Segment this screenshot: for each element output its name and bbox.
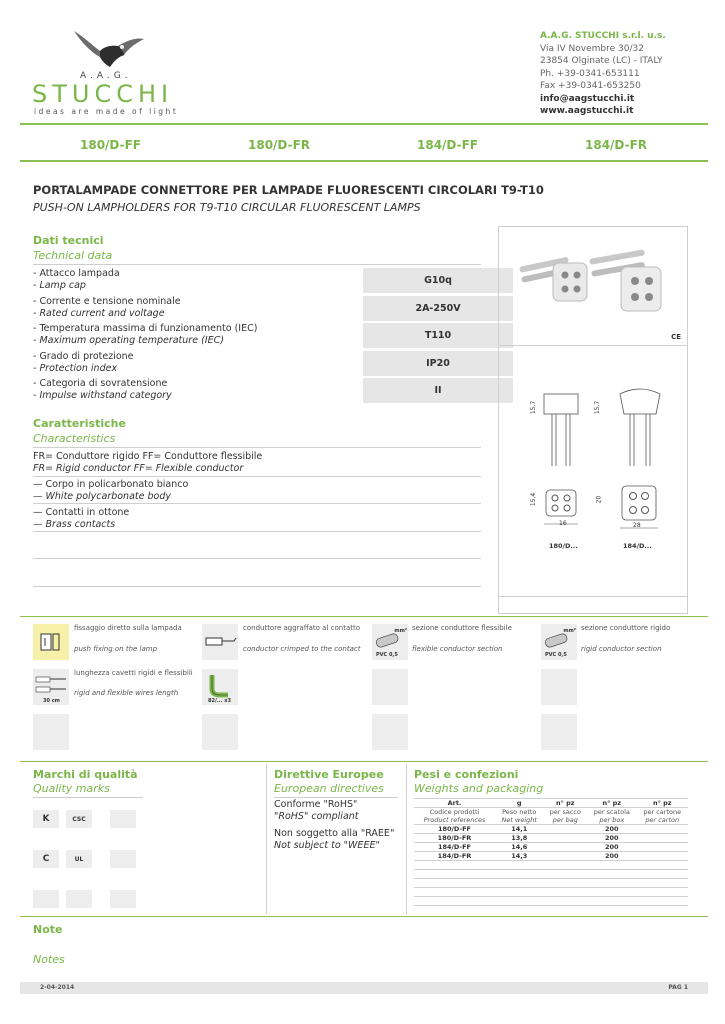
spec-row — [33, 268, 481, 296]
table-cell — [637, 825, 688, 834]
technical-title: Dati tecnici — [33, 234, 104, 247]
table-cell: 180/D-FR — [414, 834, 495, 843]
header-it: Codice prodotti — [429, 808, 480, 816]
wire-length-icon — [33, 669, 69, 705]
table-row — [414, 825, 688, 834]
push-fixing-icon — [33, 624, 69, 660]
table-cell — [637, 834, 688, 843]
characteristic-item — [33, 451, 481, 475]
technical-line — [33, 264, 481, 265]
panel-line — [499, 596, 688, 597]
header-en: per box — [599, 816, 625, 824]
table-cell: 14,6 — [495, 843, 544, 852]
brand-name: STUCCHI — [32, 80, 174, 108]
empty-mark — [110, 850, 136, 868]
quality-line — [33, 797, 143, 798]
footer-bar — [20, 982, 708, 994]
unit-label: mm² — [563, 628, 576, 634]
crimp-icon — [202, 624, 238, 660]
raee-en: Not subject to "WEEE" — [274, 840, 380, 851]
table-cell: 200 — [587, 852, 636, 861]
characteristic-it: FR= Conduttore rigido FF= Conduttore flessibile — [33, 451, 263, 462]
divider-bottom — [20, 761, 708, 762]
header-it: per scatola — [593, 808, 630, 816]
icon-label-it: sezione conduttore rigido — [581, 624, 671, 632]
company-fax: Fax +39-0341-653250 — [540, 81, 641, 91]
mark-label: K — [42, 814, 50, 824]
dim-label: 20 — [595, 495, 603, 504]
icon-label-it: lunghezza cavetti rigidi e flessibili — [74, 669, 193, 677]
empty-icon-slot — [202, 714, 238, 750]
row-line — [33, 531, 481, 532]
packaging-table — [414, 798, 688, 906]
brand-tagline: ideas are made of light — [34, 107, 179, 116]
table-cell — [637, 843, 688, 852]
drawing-label-184: 184/D... — [623, 542, 652, 550]
characteristic-it: — Contatti in ottone — [33, 507, 130, 518]
table-row — [414, 888, 688, 897]
company-name: A.A.G. STUCCHI s.r.l. u.s. — [540, 31, 666, 41]
table-header-row — [414, 799, 688, 808]
table-cell: 14,3 — [495, 852, 544, 861]
k-mark-icon — [33, 810, 59, 828]
table-cell — [544, 825, 588, 834]
technical-drawing-panel — [498, 346, 688, 614]
spec-row — [33, 351, 481, 379]
characteristics-subtitle: Characteristics — [33, 432, 116, 445]
bent-wire-icon — [202, 669, 238, 705]
unit-label: mm² — [394, 628, 407, 634]
technical-subtitle: Technical data — [33, 249, 113, 262]
company-info — [540, 30, 666, 118]
product-code-4: 184/D-FR — [585, 138, 648, 152]
header-cell: g — [495, 799, 544, 808]
company-address2: 23854 Olginate (LC) - ITALY — [540, 56, 663, 66]
characteristics-line — [33, 447, 481, 448]
divider-notes — [20, 916, 708, 917]
notes-subtitle: Notes — [33, 953, 65, 966]
drawing-label-180: 180/D... — [549, 542, 578, 550]
table-cell: 14,1 — [495, 825, 544, 834]
company-web[interactable]: www.aagstucchi.it — [540, 106, 634, 116]
spec-row — [33, 378, 481, 406]
characteristic-item — [33, 479, 481, 503]
header-cell-sub — [495, 808, 544, 825]
icon-label-en: push fixing on the lamp — [74, 645, 158, 653]
mark-label: UL — [74, 855, 84, 863]
table-cell: 13,8 — [495, 834, 544, 843]
spec-label-it: - Grado di protezione — [33, 351, 134, 362]
footer-page: PAG 1 — [668, 984, 688, 991]
spec-label-en: - Lamp cap — [33, 280, 86, 291]
header-it: per cartone — [643, 808, 682, 816]
dim-label: 15,7 — [530, 400, 538, 415]
characteristic-en: — White polycarbonate body — [33, 491, 171, 502]
spec-row — [33, 323, 481, 351]
empty-icon-slot — [372, 714, 408, 750]
empty-icon-slot — [541, 714, 577, 750]
spec-value: T110 — [363, 323, 513, 348]
empty-mark — [110, 810, 136, 828]
table-row — [414, 834, 688, 843]
empty-mark — [33, 890, 59, 908]
icon-label-it: conduttore aggraffato al contatto — [243, 624, 361, 632]
dim-label: 15,7 — [594, 400, 602, 415]
table-row — [414, 870, 688, 879]
spec-label-en: - Rated current and voltage — [33, 308, 165, 319]
spec-value: 2A-250V — [363, 296, 513, 321]
table-cell — [544, 852, 588, 861]
header-en: per carton — [645, 816, 680, 824]
empty-mark — [66, 890, 92, 908]
header-cell-sub — [544, 808, 588, 825]
divider-vertical — [266, 764, 267, 914]
table-row — [414, 852, 688, 861]
spec-value: IP20 — [363, 351, 513, 376]
icon-label-it: sezione conduttore flessibile — [412, 624, 512, 632]
packaging-subtitle: Weights and packaging — [414, 782, 544, 795]
company-email[interactable]: info@aagstucchi.it — [540, 93, 635, 104]
quality-subtitle: Quality marks — [33, 782, 110, 795]
product-image-panel — [498, 226, 688, 346]
spec-label-it: - Categoria di sovratensione — [33, 378, 168, 389]
table-row — [414, 879, 688, 888]
row-line — [33, 476, 481, 477]
divider-icons — [20, 616, 708, 617]
table-header-row — [414, 808, 688, 825]
spec-label-en: - Protection index — [33, 363, 118, 374]
badge-label: PVC 0,5 — [376, 652, 398, 658]
spec-value: II — [363, 378, 513, 403]
header-cell: Art. — [414, 799, 495, 808]
characteristics-title: Caratteristiche — [33, 417, 126, 430]
table-cell: 184/D-FR — [414, 852, 495, 861]
empty-mark — [110, 890, 136, 908]
row-line — [33, 558, 481, 559]
row-line — [33, 586, 481, 587]
empty-icon-slot — [372, 669, 408, 705]
row-line — [33, 503, 481, 504]
spec-label-it: - Temperatura massima di funzionamento (IEC) — [33, 323, 258, 334]
title-it: PORTALAMPADE CONNETTORE PER LAMPADE FLUORESCENTI CIRCOLARI T9-T10 — [33, 183, 544, 197]
table-row — [414, 843, 688, 852]
table-row — [414, 861, 688, 870]
header-cell: n° pz — [587, 799, 636, 808]
table-cell — [637, 852, 688, 861]
c-mark-icon — [33, 850, 59, 868]
header-en: Net weight — [501, 816, 537, 824]
notes-title: Note — [33, 923, 63, 936]
packaging-title: Pesi e confezioni — [414, 768, 519, 781]
empty-icon-slot — [541, 669, 577, 705]
header-it: per sacco — [549, 808, 581, 816]
table-cell: 180/D-FF — [414, 825, 495, 834]
dim-label: 15,4 — [530, 492, 538, 507]
header-cell-sub — [414, 808, 495, 825]
product-code-2: 180/D-FR — [248, 138, 311, 152]
divider-codes — [20, 160, 708, 162]
company-address1: Via IV Novembre 30/32 — [540, 43, 644, 54]
eagle-icon — [66, 27, 146, 73]
rigid-section-icon — [541, 624, 577, 660]
footer-date: 2-04-2014 — [40, 984, 75, 991]
title-en: PUSH-ON LAMPHOLDERS FOR T9-T10 CIRCULAR FLUORESCENT LAMPS — [33, 201, 421, 214]
header-cell-sub — [587, 808, 636, 825]
rohs-en: "RoHS" compliant — [274, 811, 359, 822]
directives-line — [274, 797, 398, 798]
characteristic-en: FR= Rigid conductor FF= Flexible conductor — [33, 463, 244, 474]
mark-label: CSC — [72, 815, 86, 823]
table-cell: 200 — [587, 843, 636, 852]
spec-label-it: - Corrente e tensione nominale — [33, 296, 181, 307]
icon-label-en: flexible conductor section — [412, 645, 503, 653]
divider-top — [20, 123, 708, 125]
company-phone: Ph. +39-0341-653111 — [540, 68, 640, 79]
table-cell — [544, 843, 588, 852]
flexible-section-icon — [372, 624, 408, 660]
spec-label-en: - Maximum operating temperature (IEC) — [33, 335, 224, 346]
lampholder-photo-icon — [509, 239, 679, 329]
ul-mark-icon — [66, 850, 92, 868]
header-cell: n° pz — [637, 799, 688, 808]
header-cell: n° pz — [544, 799, 588, 808]
table-cell — [544, 834, 588, 843]
table-row — [414, 897, 688, 906]
dim-label: 16 — [559, 520, 567, 527]
raee-it: Non soggetto alla "RAEE" — [274, 828, 395, 839]
spec-label-en: - Impulse withstand category — [33, 390, 172, 401]
icon-label-en: rigid and flexible wires length — [74, 689, 179, 697]
spec-label-it: - Attacco lampada — [33, 268, 120, 279]
mark-label: C — [42, 854, 50, 864]
header-it: Peso netto — [502, 808, 537, 816]
divider-vertical — [406, 764, 407, 914]
rohs-it: Conforme "RoHS" — [274, 799, 358, 810]
icon-label-en: rigid conductor section — [581, 645, 662, 653]
quality-title: Marchi di qualità — [33, 768, 138, 781]
spec-value: G10q — [363, 268, 513, 293]
table-cell: 184/D-FF — [414, 843, 495, 852]
table-cell: 200 — [587, 825, 636, 834]
product-code-1: 180/D-FF — [80, 138, 141, 152]
brand-logo — [30, 25, 180, 115]
icon-label-en: conductor crimped to the contact — [243, 645, 361, 653]
dim-label: 28 — [633, 522, 641, 529]
csc-mark-icon — [66, 810, 92, 828]
table-cell: 200 — [587, 834, 636, 843]
header-en: per bag — [552, 816, 578, 824]
header-en: Product references — [423, 816, 486, 824]
characteristic-it: — Corpo in policarbonato bianco — [33, 479, 189, 490]
directives-title: Direttive Europee — [274, 768, 384, 781]
directives-subtitle: European directives — [274, 782, 384, 795]
ce-mark: CE — [671, 333, 681, 341]
badge-label: PVC 0,5 — [545, 652, 567, 658]
badge-label: 30 cm — [43, 698, 60, 704]
product-code-3: 184/D-FF — [417, 138, 478, 152]
badge-label: 82/... x3 — [208, 698, 231, 704]
characteristic-en: — Brass contacts — [33, 519, 116, 530]
header-cell-sub — [637, 808, 688, 825]
spec-row — [33, 296, 481, 324]
brand-aag: A.A.G. — [80, 71, 132, 81]
icon-label-it: fissaggio diretto sulla lampada — [74, 624, 182, 632]
empty-icon-slot — [33, 714, 69, 750]
characteristic-item — [33, 507, 481, 531]
